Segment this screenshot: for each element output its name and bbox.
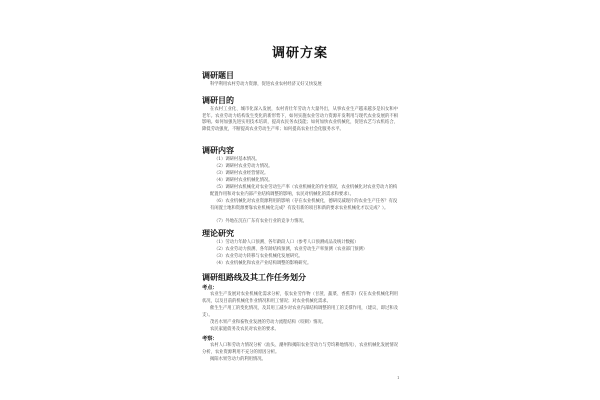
content-item: （5）调研村农机械化对农业劳动生产率（农业机械化的作业情况，农业机械化对农业劳动力的构配置作用和对农业内部产业结构调整的影响，农民对机械化的需求和要求）。: [210, 185, 398, 197]
section-heading-content: 调研内容: [202, 146, 234, 155]
content-item: （3）调研村农业经营情况。: [214, 171, 269, 176]
content-item: （6）农业机械化对农业资源利用的影响（存在农业机械化，德研反减现片的农业生产任务？有没有闲置土地和资源要靠农业机械化完成？有没有新的项目和新的要求农业机械化才以完成？）。: [210, 199, 398, 211]
section-heading-route: 调研组路线及其工作任务划分: [202, 273, 306, 282]
section-heading-purpose: 调研目的: [202, 96, 234, 105]
group1-para: 农民家庭债务及农民对农业的要求。: [210, 327, 279, 332]
group2-para: 揭阳水果劳动力的利用情况。: [210, 357, 266, 362]
group1-para: 茂名水果产业和畜牧业发展的劳动力流程结构（咬刺）情况。: [210, 320, 327, 325]
topic-text: 科学利用农村劳动力资源，促进农业农村经济又好又快发展: [210, 82, 322, 87]
group1-label: 考点：: [202, 285, 218, 291]
group2-para: 农村人口和劳动力情况分析（汕头、潮州和揭阳农业劳动力与劳均耕地情况），农业机械化发展情况分析，农业资源利用不充分的原因分析。: [202, 343, 398, 355]
theory-item: （2）农业劳动力预测、各年龄结构预测，农业劳动生产率预测（农业部门预测）: [214, 247, 368, 252]
content-item: （2）调研村农业劳动力情况。: [214, 164, 273, 169]
document-title: 调研方案: [271, 46, 328, 61]
section-heading-theory: 理论研究: [202, 229, 234, 238]
content-item: （7）外地在沉在广东有农业行业的竞争力情况。: [214, 219, 307, 224]
theory-item: （4）农业机械化和农业产业结构调整的影响研究。: [214, 261, 312, 266]
theory-item: （1）劳动力年龄人口预测、各年龄段人口（参考人口预测成品及统计数据）: [214, 240, 359, 245]
purpose-text: 在农村工业化、城市化深入发展，农村青壮年劳动力大量外出，从事农业生产越来越多是妇女和中老年。农业劳动力结构发生变化的新形势下，如何实施农业劳动力资源开发利用与现代农业发展的不相影响。如何加强先进实用技术培训，提高农民务农技能；如何加快农业机械化，促进农艺与农机结合、降低劳动强度，不断提高农业劳动生产率；如何提高农业社会化服务水平。: [202, 107, 398, 133]
page-number: 1: [397, 375, 400, 380]
group1-para: 农业生产发展对农业机械化需求分析，依农业劳作物（甘蔗、蔬菜、香蕉等）仅在农业机械化利用状况，以及目前的机械化作业情况和用工情况；对农业机械化需求。: [202, 292, 398, 304]
content-item: （1）调研村基本情况。: [214, 157, 260, 162]
content-item: （4）调研村农业机械化情况。: [214, 178, 273, 183]
theory-item: （3）农业劳动力转移与农业机械化发展研究。: [214, 254, 303, 259]
section-heading-topic: 调研题目: [202, 71, 234, 80]
group1-para: 催生生产用工的变化情况，及其用工减少对农业内部结构调整的用工的支撑作用，（建议、即过和及支）。: [202, 306, 398, 318]
group2-label: 考察：: [202, 336, 218, 342]
